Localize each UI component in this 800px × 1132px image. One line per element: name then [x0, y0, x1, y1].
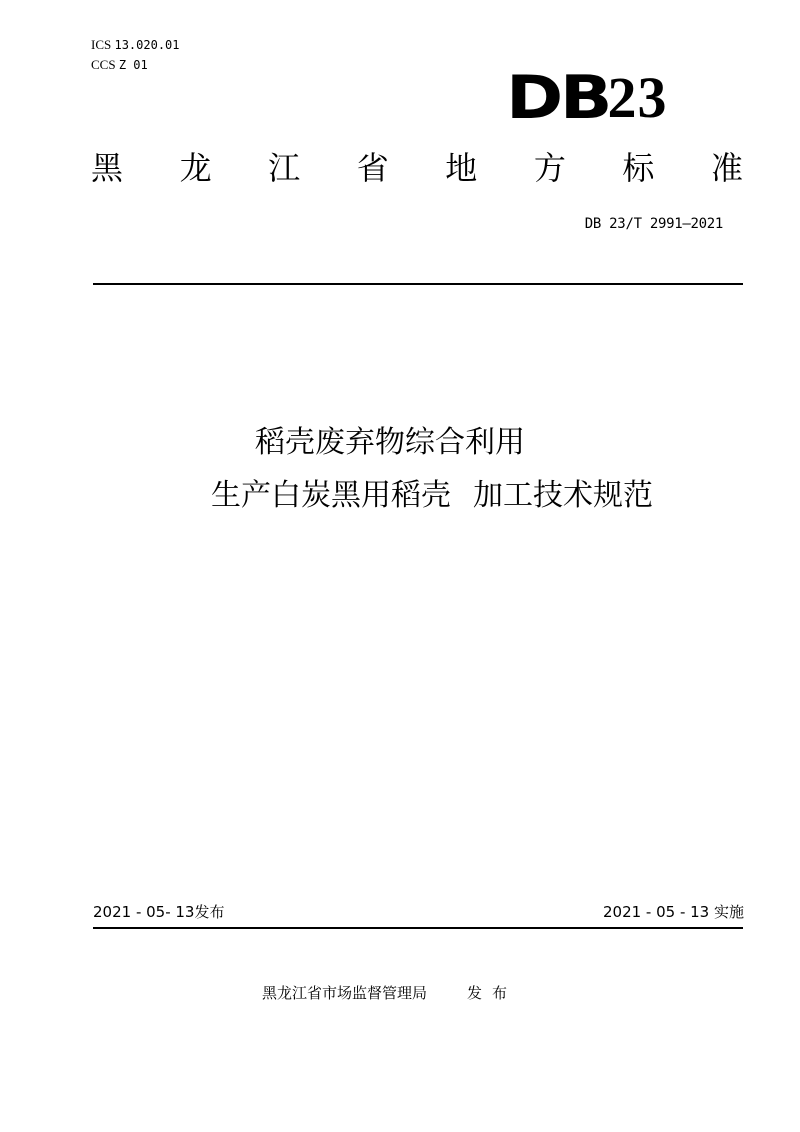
top-divider: [93, 283, 743, 285]
publisher-line: [262, 982, 517, 1004]
standard-type-char: 黑: [91, 149, 124, 187]
ccs-classification: [91, 56, 148, 74]
publish-date: 2021 - 05- 13发布: [93, 903, 225, 921]
standard-number: DB 23/T 2991—2021: [584, 216, 723, 232]
ics-label: ICS: [91, 37, 112, 52]
publisher-action: 发布: [467, 984, 518, 1002]
standard-type-char: 准: [710, 149, 743, 187]
db-mark: [506, 63, 609, 133]
ccs-label: CCS: [91, 57, 116, 72]
document-title-line2: [32, 476, 800, 516]
standard-type-char: 省: [356, 149, 389, 187]
db23-logo: [506, 63, 668, 133]
standard-type-heading: [91, 146, 743, 190]
document-title-line2-part2: 加工技术规范: [473, 478, 653, 513]
document-title-line2-part1: 生产白炭黑用稻壳: [211, 478, 451, 513]
publisher-name: 黑龙江省市场监督管理局: [262, 984, 428, 1002]
ics-code: 13.020.01: [114, 38, 180, 52]
province-code: 23: [607, 65, 668, 130]
standard-type-char: 方: [533, 149, 566, 187]
standard-type-char: 标: [622, 149, 655, 187]
standard-type-char: 地: [445, 149, 478, 187]
standard-type-char: 江: [268, 149, 301, 187]
implement-date: 2021 - 05 - 13 实施: [602, 903, 744, 921]
db-mark-text: DB: [506, 63, 609, 133]
standard-type-char: 龙: [179, 149, 212, 187]
document-title-line1: 稻壳废弃物综合利用: [255, 425, 525, 460]
ccs-code: Z 01: [118, 58, 148, 72]
ics-classification: [91, 36, 180, 54]
bottom-divider: [93, 927, 743, 929]
